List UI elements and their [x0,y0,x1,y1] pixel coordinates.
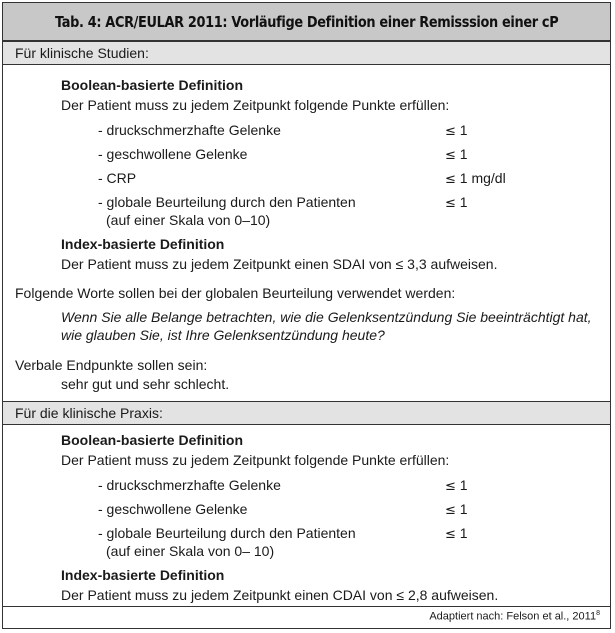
practice-criterion-value: ≤ 1 [445,501,468,518]
studies-scale-note: (auf einer Skala von 0–10) [106,212,271,228]
table-title-bar [3,3,610,41]
wording-question-line: wie glauben Sie, ist Ihre Gelenksentzündung heute? [61,327,385,343]
leq-symbol: ≤ [445,196,456,211]
studies-index-heading: Index-basierte Definition [61,236,225,252]
practice-criterion-label: - geschwollene Gelenke [98,501,248,517]
practice-criterion-label: - globale Beurteilung durch den Patienten [98,525,356,541]
citation-reference: 8 [596,610,600,617]
practice-boolean-heading: Boolean-basierte Definition [61,432,244,448]
wording-intro: Folgende Worte sollen bei der globalen Beurteilung verwendet werden: [15,285,456,301]
source-citation: Adaptiert nach: Felson et al., 2011$^8$ [429,610,600,623]
studies-boolean-heading: Boolean-basierte Definition [61,77,244,93]
section-heading-studies: Für klinische Studien: [3,41,610,65]
endpoints-intro: Verbale Endpunkte sollen sein: [15,357,208,373]
studies-criterion-label: - globale Beurteilung durch den Patienten [98,194,356,210]
practice-criterion-value: ≤ 1 [445,477,468,494]
practice-index-heading: Index-basierte Definition [61,567,225,583]
leq-symbol: ≤ [445,124,456,139]
practice-scale-note: (auf einer Skala von 0– 10) [106,543,275,559]
endpoints-text: sehr gut und sehr schlecht. [61,376,230,392]
table-footer [3,606,610,628]
leq-symbol: ≤ [445,148,456,163]
practice-boolean-intro: Der Patient muss zu jedem Zeitpunkt folgende Punkte erfüllen: [61,452,450,468]
leq-symbol: ≤ [445,479,456,494]
practice-criterion-value: ≤ 1 [445,525,468,542]
leq-symbol: ≤ [445,527,456,542]
leq-symbol: ≤ [445,503,456,518]
practice-criterion-label: - druckschmerzhafte Gelenke [98,477,281,493]
studies-criterion-value: ≤ 1 [445,146,468,163]
studies-criterion-value: ≤ 1 [445,194,468,211]
studies-criterion-label: - CRP [98,170,137,186]
studies-criterion-value: ≤ 1 mg/dl [445,170,506,187]
remission-definition-table [2,2,611,629]
studies-boolean-intro: Der Patient muss zu jedem Zeitpunkt folgende Punkte erfüllen: [61,97,450,113]
practice-index-text: Der Patient muss zu jedem Zeitpunkt einen CDAI von ≤ 2,8 aufweisen. [61,587,499,603]
leq-symbol: ≤ [445,172,456,187]
section-heading-practice: Für die klinische Praxis: [3,401,610,425]
wording-question-line: Wenn Sie alle Belange betrachten, wie die Gelenksentzündung Sie beeinträchtigt hat, [61,309,592,325]
studies-criterion-value: ≤ 1 [445,122,468,139]
studies-criterion-label: - geschwollene Gelenke [98,146,248,162]
table-title: Tab. 4: ACR/EULAR 2011: Vorläufige Definition einer Remisssion einer cP [54,12,559,31]
studies-index-text: Der Patient muss zu jedem Zeitpunkt einen SDAI von ≤ 3,3 aufweisen. [61,256,498,272]
studies-criterion-label: - druckschmerzhafte Gelenke [98,122,281,138]
